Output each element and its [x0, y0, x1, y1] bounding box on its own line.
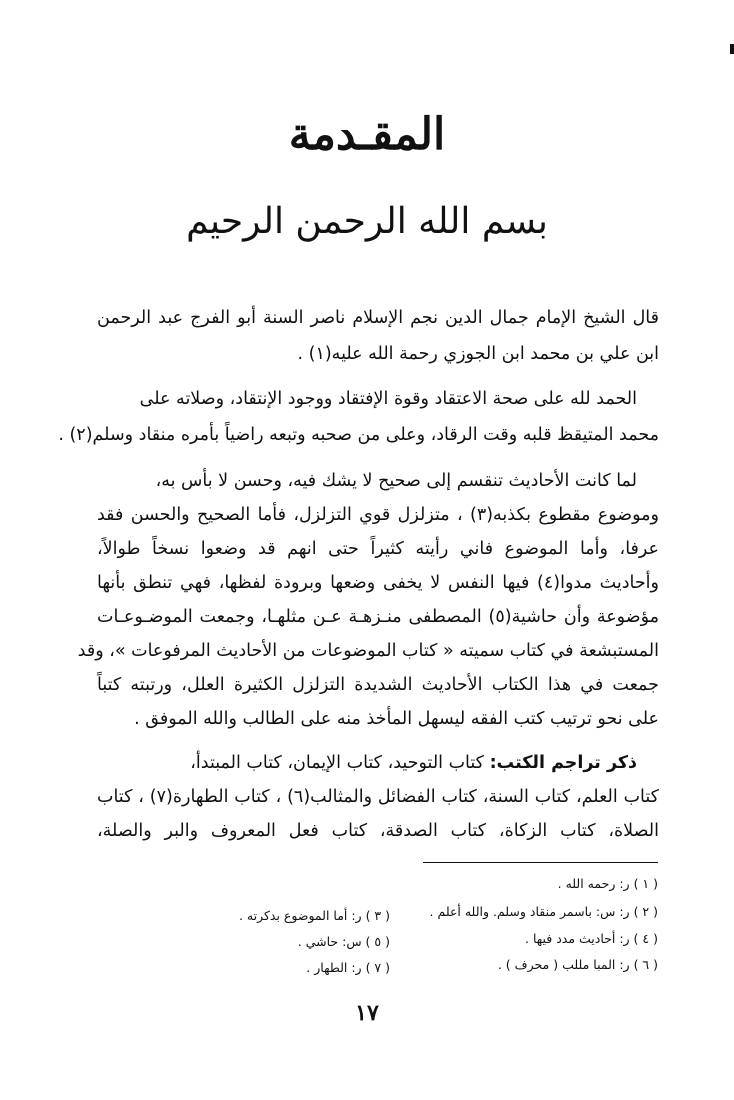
scan-edge-mark: [730, 44, 734, 54]
paragraph-2-line-1: الحمد لله على صحة الاعتقاد وقوة الإفتقاد ووجود الإنتقاد، وصلاته على: [139, 389, 637, 409]
basmala-heading: بسم الله الرحمن الرحيم: [186, 201, 548, 242]
book-list-text: كتاب التوحيد، كتاب الإيمان، كتاب المبتدأ،: [190, 753, 490, 773]
book-list-heading: ذكر تراجم الكتب:: [489, 753, 637, 773]
paragraph-3-line-6: المستبشعة في كتاب سميته « كتاب الموضوعات من الأحاديث المرفوعات »، وقد: [77, 641, 659, 661]
chapter-title: المقـدمة: [288, 109, 446, 160]
footnote-1: ( ١ ) ر: رحمه الله .: [557, 876, 658, 891]
paragraph-3-line-3: عرفا، وأما الموضوع فاني رأيته كثيراً حتى انهم قد وضعوا نسخاً طوالاً،: [97, 539, 659, 559]
paragraph-4-line-2: كتاب العلم، كتاب السنة، كتاب الفضائل والمثالب(٦) ، كتاب الطهارة(٧) ، كتاب: [97, 787, 659, 807]
paragraph-2-line-2: محمد المتيقظ قلبه وقت الرقاد، وعلى من صحبه وتبعه راضياً بأمره منقاد وسلم(٢) .: [58, 425, 659, 445]
footnote-2: ( ٢ ) ر: س: باسمر منقاد وسلم. والله أعلم .: [429, 904, 658, 919]
paragraph-3-line-2: وموضوع مقطوع بكذبه(٣) ، متزلزل قوي التزلزل، فأما الصحيح والحسن فقد: [97, 505, 659, 525]
footnote-3: ( ٣ ) ر: أما الموضوع بدكرته .: [238, 908, 390, 923]
paragraph-3-line-4: وأحاديث مدوا(٤) فيها النفس لا يخفى وضعها وبرودة لفظها، فهي تنطق بأنها: [97, 573, 659, 593]
page-number: ١٧: [355, 1000, 379, 1026]
paragraph-3-line-7: جمعت في هذا الكتاب الأحاديث الشديدة التزلزل الكثيرة العلل، ورتبته كتباً: [97, 675, 659, 695]
paragraph-1-line-1: قال الشيخ الإمام جمال الدين نجم الإسلام ناصر السنة أبو الفرج عبد الرحمن: [97, 308, 659, 328]
paragraph-3-line-5: مؤضوعة وأن حاشية(٥) المصطفى منـزهـة عـن مثلهـا، وجمعت الموضـوعـات: [97, 607, 659, 627]
footnote-7: ( ٧ ) ر: الطهار .: [306, 960, 390, 975]
paragraph-4-line-1: [190, 747, 637, 779]
paragraph-3-line-1: لما كانت الأحاديث تنقسم إلى صحيح لا يشك فيه، وحسن لا بأس به،: [155, 471, 637, 491]
footnote-5: ( ٥ ) س: حاشي .: [297, 934, 390, 949]
footnote-6: ( ٦ ) ر: المبا مللب ( محرف ) .: [497, 957, 658, 972]
footnote-separator: [423, 862, 658, 863]
footnote-4: ( ٤ ) ر: أحاديث مدد فيها .: [525, 931, 658, 946]
paragraph-3-line-8: على نحو ترتيب كتب الفقه ليسهل المأخذ منه على الطالب والله الموفق .: [134, 709, 659, 729]
paragraph-1-line-2: ابن علي بن محمد ابن الجوزي رحمة الله عليه(١) .: [297, 344, 659, 364]
paragraph-4-line-3: الصلاة، كتاب الزكاة، كتاب الصدقة، كتاب فعل المعروف والبر والصلة،: [97, 821, 659, 841]
